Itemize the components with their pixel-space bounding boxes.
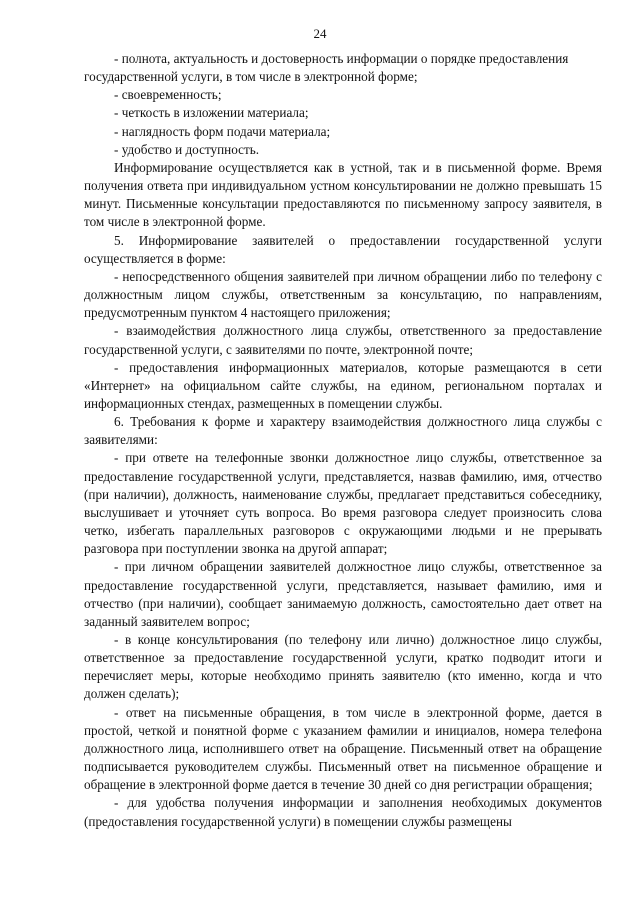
paragraph-written-response: - ответ на письменные обращения, в том числе в электронной форме, дается в простой, четкой и понятной форме с указанием фамилии и инициалов, номера телефона должностного лица, исполнившего ответ на обращение. Письменный ответ на обращение подписывается руководителем службы. Письменный ответ на письменное обращение и обращение в электронной форме дается в течение 30 дней со дня регистрации обращения; [84,704,602,793]
paragraph-direct-communication: - непосредственного общения заявителей при личном обращении либо по телефону с должностным лицом службы, ответственным за консультацию, по направлениям, предусмотренным пунктом 4 настоящего приложения; [84,268,602,321]
list-item-convenience: - удобство и доступность. [114,141,260,157]
paragraph-information-materials: - предоставления информационных материалов, которые размещаются в сети «Интернет» на официальном сайте службы, на едином, региональном порталах и информационных стендах, размещенных в помещении службы. [84,359,602,411]
paragraph-completeness: - полнота, актуальность и достоверность информации о порядке предоставления государственной услуги, в том числе в электронной форме; [84,51,569,85]
list-item-clarity: - четкость в изложении материала; [114,105,309,121]
list-item-visual-forms: - наглядность форм подачи материала; [114,123,331,139]
list-item-timeliness: - своевременность; [114,87,222,103]
paragraph-mail-interaction: - взаимодействия должностного лица службы, ответственного за предоставление государственной услуги, с заявителями по почте, электронной почте; [84,323,602,357]
paragraph-consultation-end: - в конце консультирования (по телефону или лично) должностное лицо службы, ответственное за предоставление государственной услуги, кратко подводит итоги и перечисляет меры, которые необходимо принять заявителю (кто именно, когда и что должен сделать); [84,632,602,702]
paragraph-section-5: 5. Информирование заявителей о предоставлении государственной услуги осуществляется в форме: [84,232,602,266]
paragraph-personal-visit: - при личном обращении заявителей должностное лицо службы, ответственное за предоставление государственной услуги, представляется, называет фамилию, имя и отчество (при наличии), сообщает занимаемую должность, самостоятельно дает ответ на заданный заявителем вопрос; [84,559,602,629]
document-body [84,50,602,831]
paragraph-convenience-info: - для удобства получения информации и заполнения необходимых документов (предоставления государственной услуги) в помещении службы размещены [84,795,602,829]
paragraph-phone-calls: - при ответе на телефонные звонки должностное лицо службы, ответственное за предоставление государственной услуги, представляется, назвав фамилию, имя, отчество (при наличии), должность, наименование службы, предлагает представиться собеседнику, выслушивает и уточняет суть вопроса. Во время разговора следует произносить слова четко, избегать параллельных разговоров с окружающими людьми и не прерывать разговора при поступлении звонка на другой аппарат; [84,450,602,557]
page-number: 24 [313,26,327,41]
paragraph-section-6: 6. Требования к форме и характеру взаимодействия должностного лица службы с заявителями: [84,414,602,448]
paragraph-informing-forms: Информирование осуществляется как в устной, так и в письменной форме. Время получения ответа при индивидуальном устном консультировании не должно превышать 15 минут. Письменные консультации предоставляются по письменному запросу заявителя, в том числе в электронной форме. [84,159,602,230]
